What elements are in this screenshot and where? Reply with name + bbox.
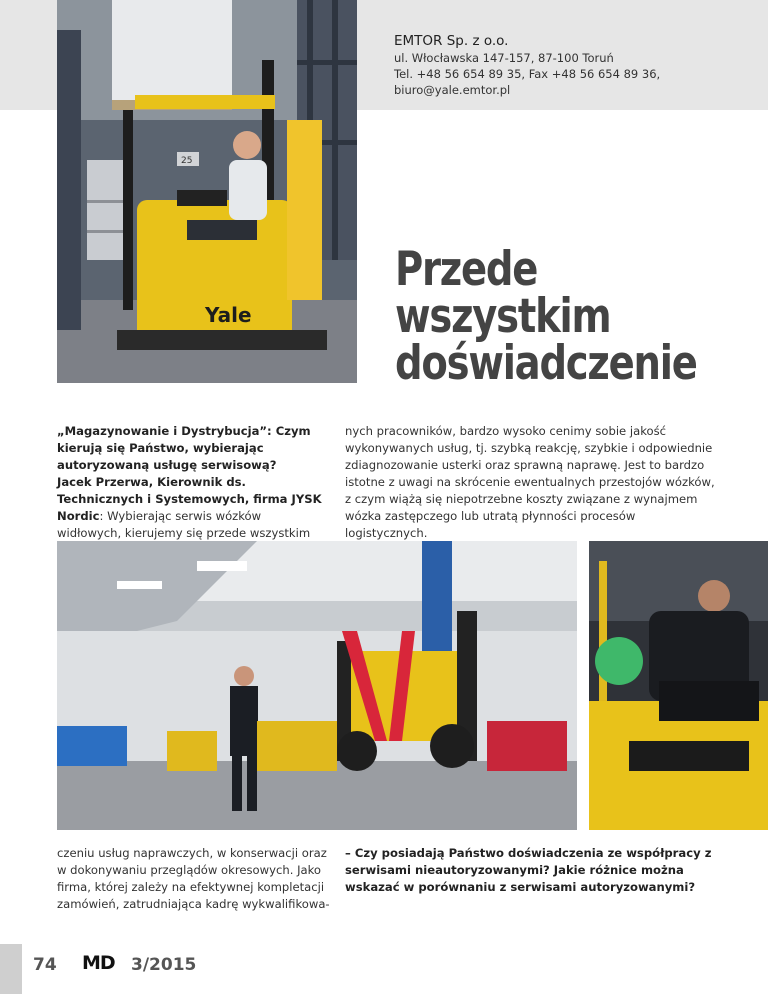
magazine-logo: MD [82, 952, 115, 974]
title-line-2: wszystkim [395, 289, 611, 344]
rack-number-label: 25 [181, 156, 193, 166]
issue-number: 3/2015 [131, 955, 197, 975]
photo-technician-laptop [589, 541, 768, 830]
photo-reach-truck [57, 0, 357, 383]
question-1: „Magazynowanie i Dystrybucja”: Czym kierują się Państwo, wybierając autoryzowaną usługę serwisową? [57, 424, 311, 472]
title-line-1: Przede [395, 242, 538, 297]
footer-bar [0, 944, 22, 994]
company-address: ul. Włocławska 147-157, 87-100 Toruń [394, 51, 614, 65]
article-title [395, 242, 697, 391]
answer-1-text-left: : Wybierając serwis wózków widłowych, kierujemy się przede wszystkim [57, 509, 311, 540]
column-right-top: nych pracowników, bardzo wysoko cenimy sobie jakość wykonywanych usług, tj. szybką reakcję, szybkie i odpowiednie zdiagnozowanie usterki oraz sprawną naprawę. Jest to bardzo istotne z uwagi na skrócenie ewentualnych przestojów wózków, z czym wiążą się niepotrzebne koszty związane z wynajmem wózka zastępczego lub utratą płynności procesów logistycznych. [345, 424, 715, 540]
photo-service-hall [57, 541, 577, 830]
yale-brand-text: Yale [205, 303, 252, 327]
company-name: EMTOR Sp. z o.o. [394, 33, 509, 49]
company-info [394, 32, 754, 98]
title-line-3: doświadczenie [395, 336, 697, 391]
question-2: – Czy posiadają Państwo doświadczenia ze współpracy z serwisami nieautoryzowanymi? Jakie różnice można wskazać w porównaniu z serwisami autoryzowanymi? [345, 846, 712, 894]
page-number: 74 [33, 955, 57, 975]
column-left-top [57, 423, 327, 559]
column-left-bottom: czeniu usług naprawczych, w konserwacji oraz w dokonywaniu przeglądów okresowych. Jako firma, której zależy na efektywnej kompletacji zamówień, zatrudniająca kadrę wykwalifikowa- [57, 846, 330, 911]
answer-1-speaker: Jacek Przerwa, Kierownik ds. Technicznych i Systemowych, firma JYSK Nordic [57, 475, 322, 523]
company-phone: Tel. +48 56 654 89 35, Fax +48 56 654 89 36, [394, 67, 661, 81]
company-email: biuro@yale.emtor.pl [394, 83, 511, 97]
